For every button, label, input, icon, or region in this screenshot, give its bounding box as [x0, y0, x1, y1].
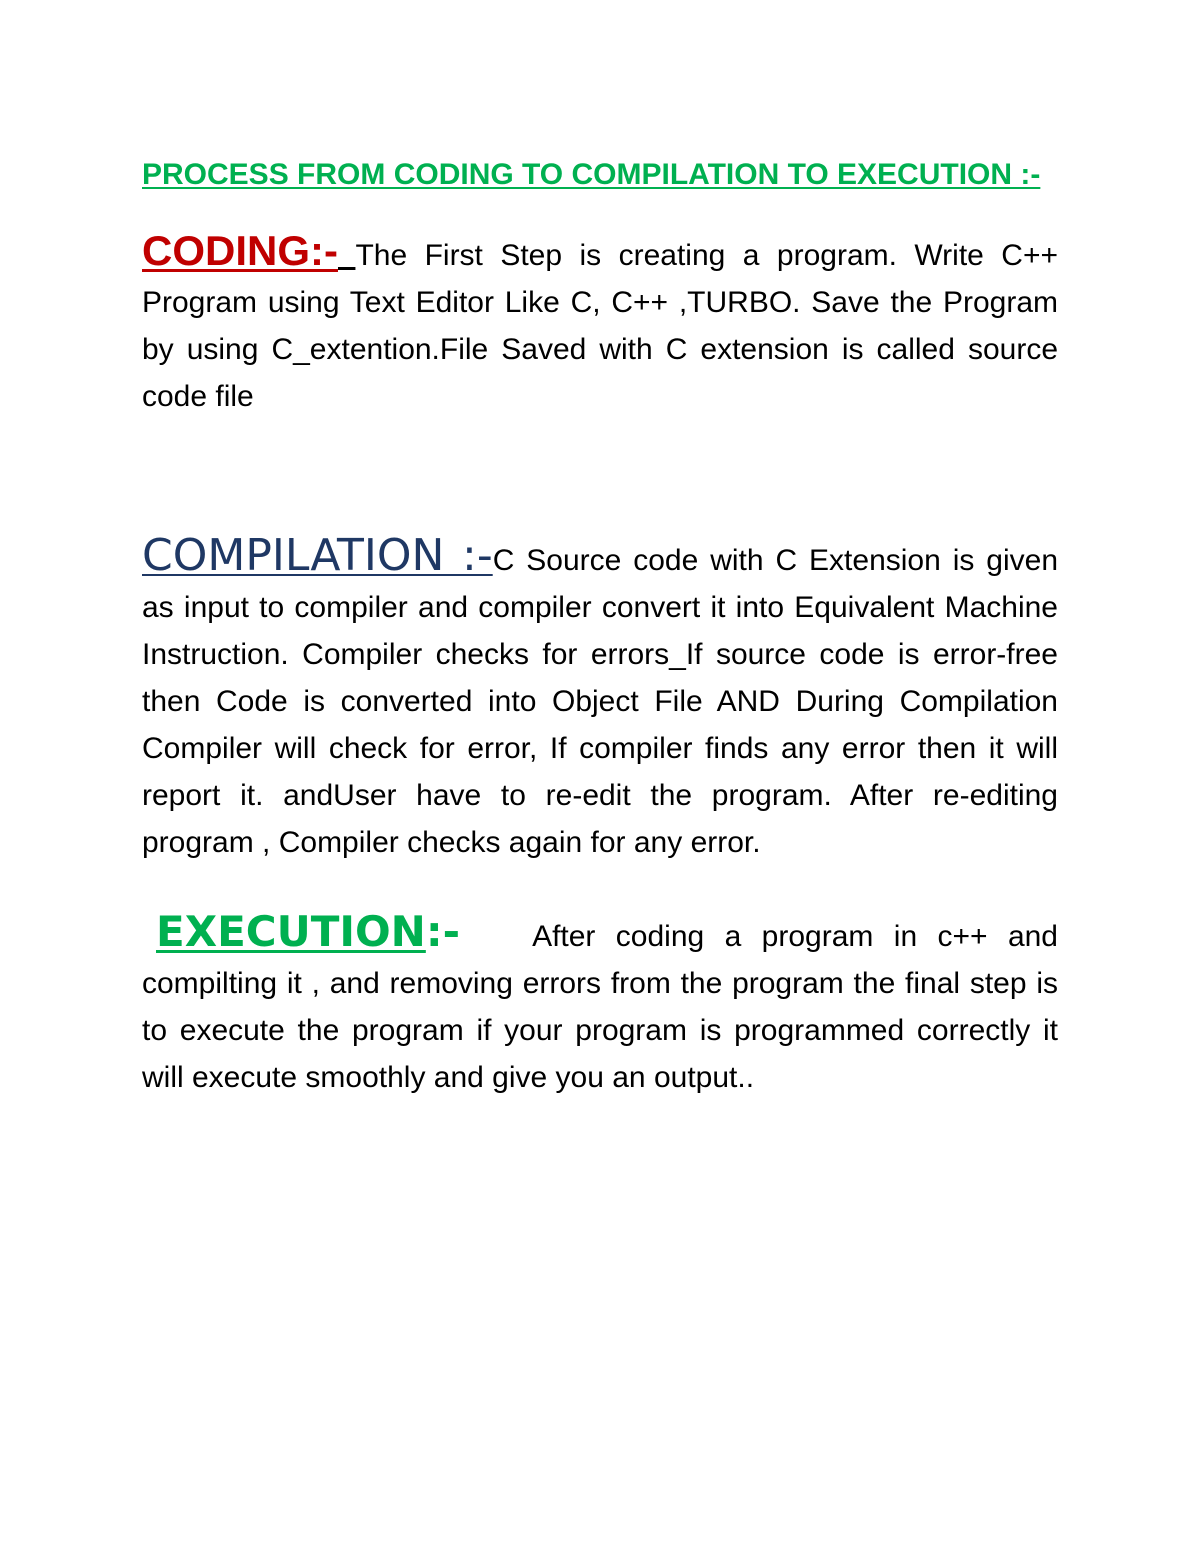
execution-heading: EXECUTION [156, 907, 426, 956]
document-title: PROCESS FROM CODING TO COMPILATION TO EXECUTION :- [142, 158, 1041, 191]
coding-heading: CODING:- [142, 227, 338, 274]
coding-section [142, 227, 1058, 420]
execution-heading-suffix: :- [425, 907, 461, 956]
document-page [142, 148, 1058, 1101]
coding-heading-spacer [338, 239, 355, 272]
compilation-heading: COMPILATION :- [142, 530, 493, 581]
execution-section [142, 908, 1058, 1101]
execution-body: After coding a program in c++ and compilting it , and removing errors from the program the final step is to execute the program if your program is programmed correctly it will execute smoothly and give you an output.. [142, 920, 1058, 1094]
compilation-section [142, 532, 1058, 866]
coding-body: The First Step is creating a program. Write C++ Program using Text Editor Like C, C++ ,TURBO. Save the Program by using C_extention.File Saved with C extension is called source code file [142, 239, 1058, 413]
compilation-body: C Source code with C Extension is given as input to compiler and compiler convert it into Equivalent Machine Instruction. Compiler checks for errors_If source code is error-free then Code is converted into Object File AND During Compilation Compiler will check for error, If compiler finds any error then it will report it. andUser have to re-edit the program. After re-editing program , Compiler checks again for any error. [142, 544, 1058, 859]
